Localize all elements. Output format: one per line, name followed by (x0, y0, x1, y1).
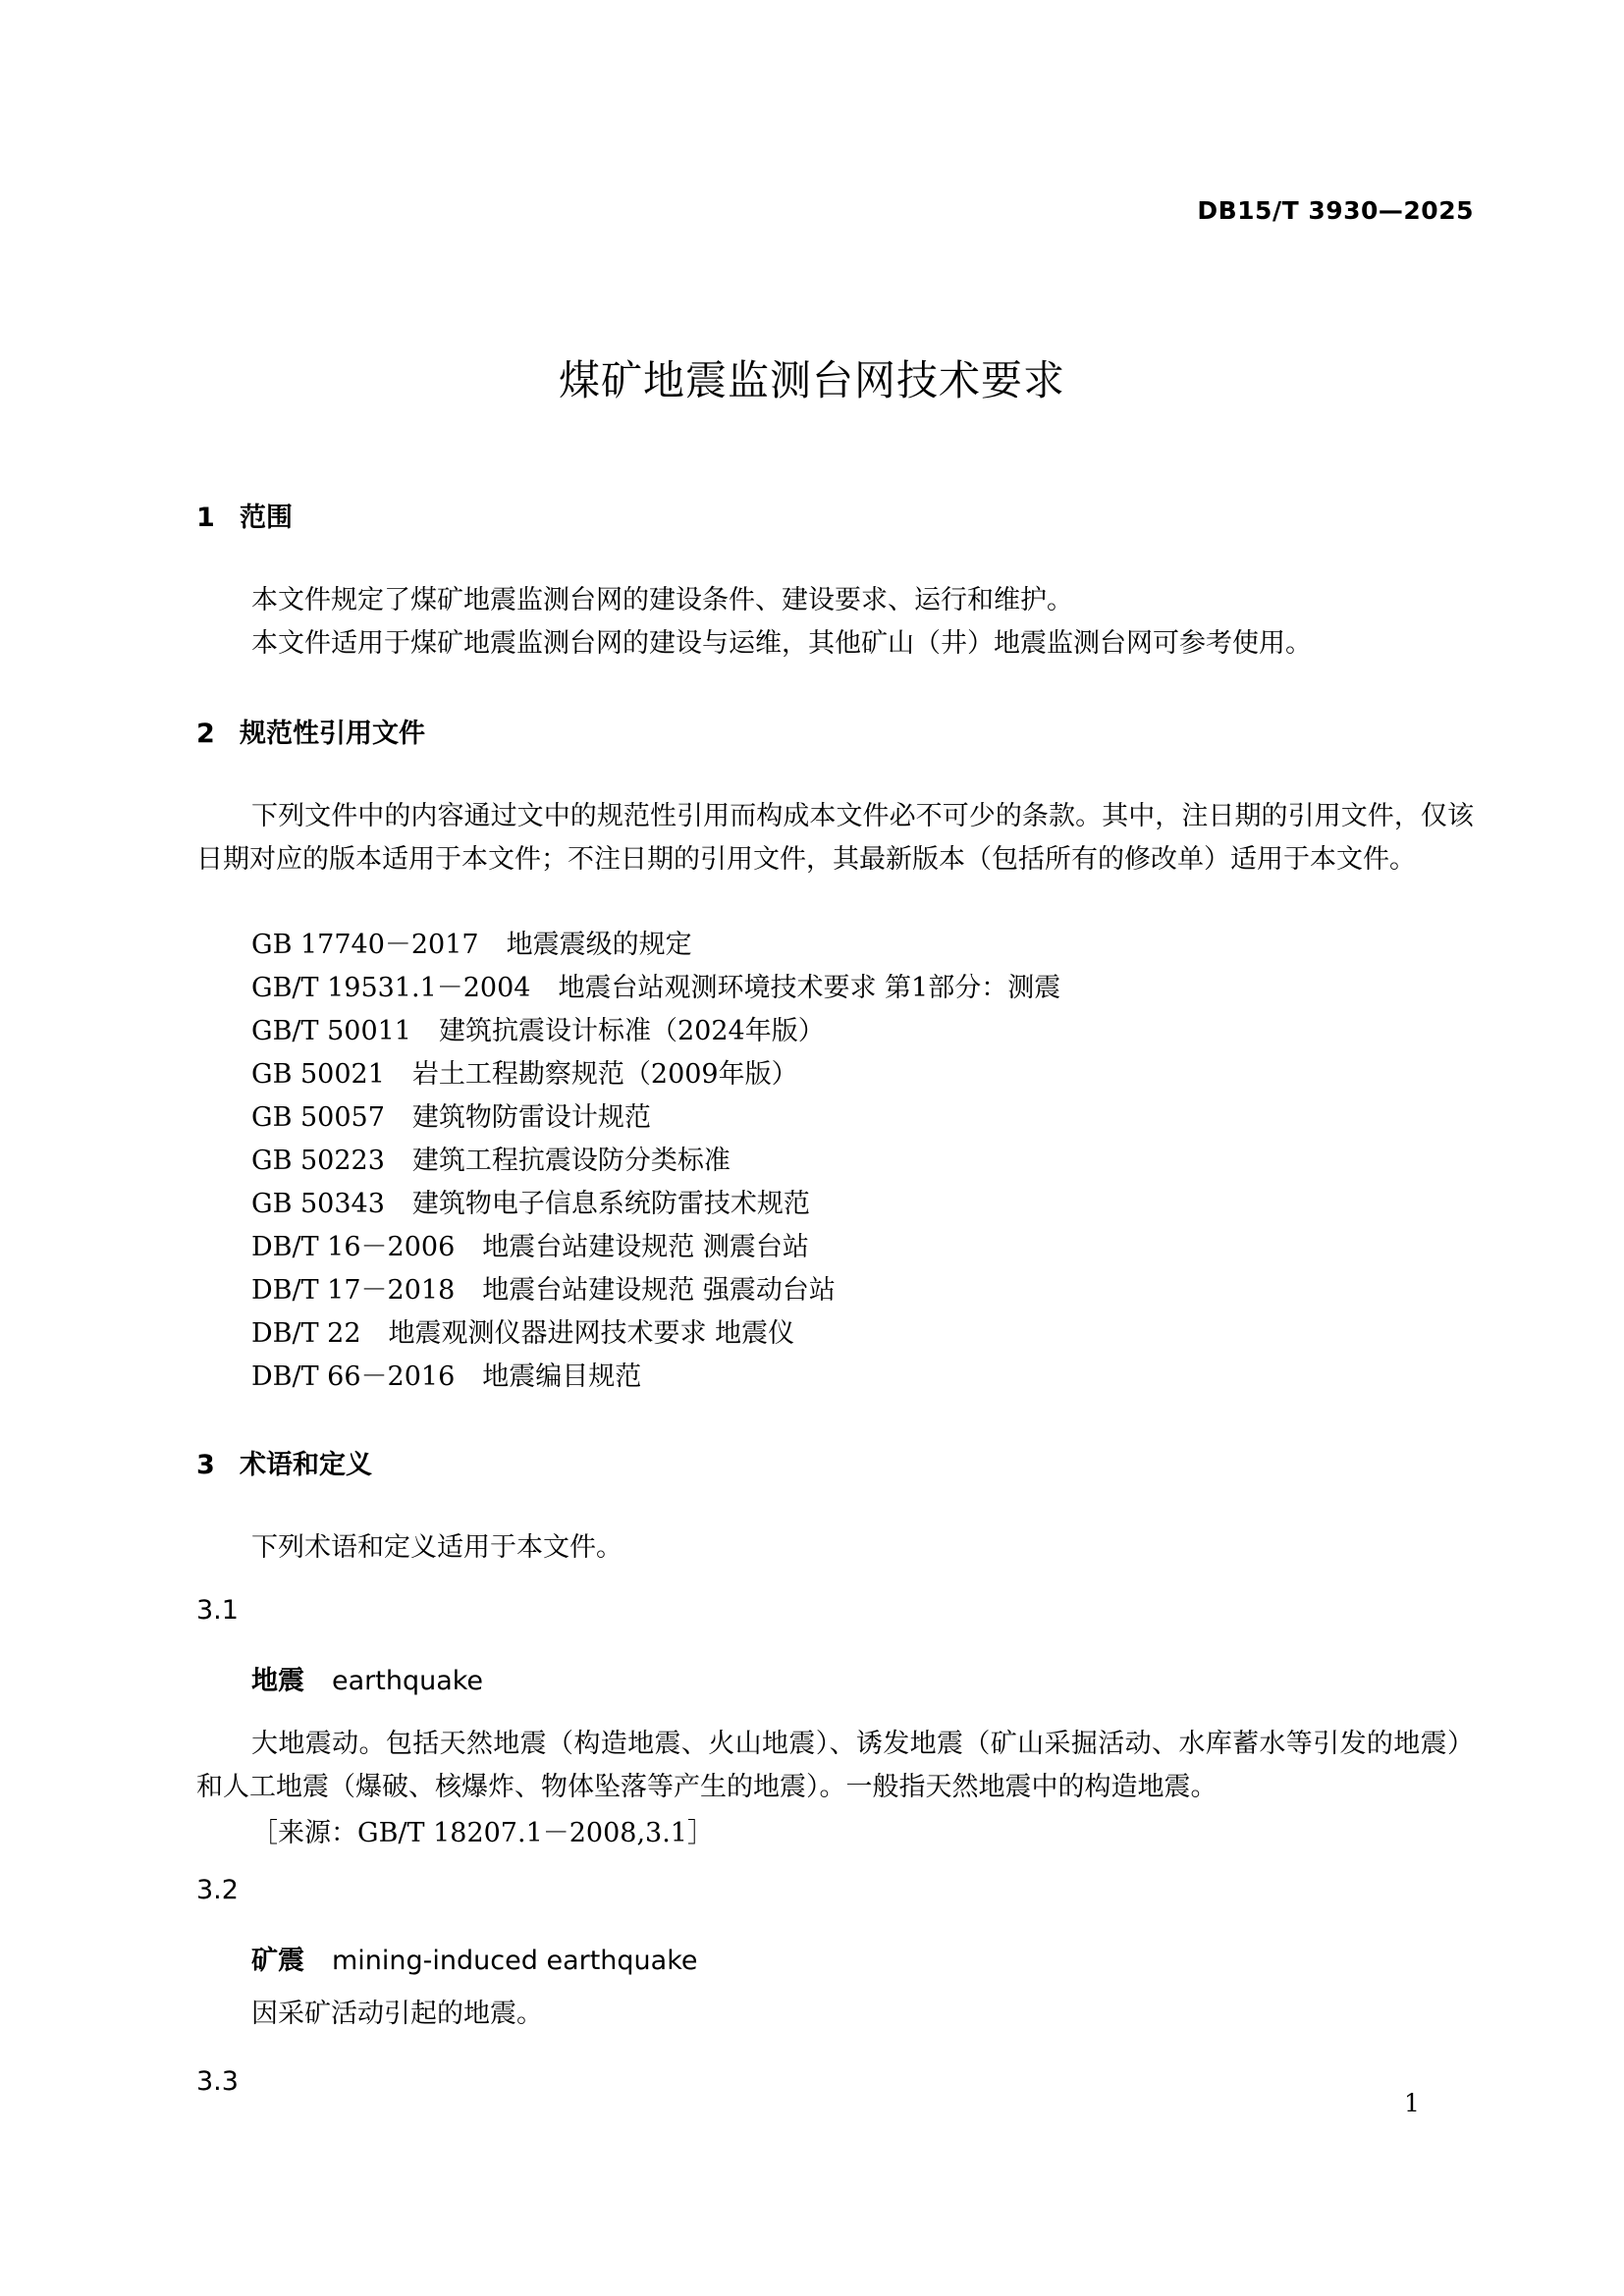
reference-title: 建筑物防雷设计规范 (411, 1102, 651, 1133)
reference-code: GB 50021 (251, 1059, 385, 1090)
reference-item (251, 1225, 809, 1263)
term-3-2-definition: 因采矿活动引起的地震。 (251, 1999, 543, 2029)
reference-code: GB 50343 (251, 1189, 385, 1219)
terms-intro-paragraph: 下列术语和定义适用于本文件。 (251, 1532, 623, 1563)
document-title: 煤矿地震监测台网技术要求 (558, 356, 1065, 404)
scope-paragraph-2: 本文件适用于煤矿地震监测台网的建设与运维，其他矿山（井）地震监测台网可参考使用。 (251, 628, 1312, 659)
term-3-2-heading (251, 1939, 698, 1977)
page-number: 1 (1404, 2089, 1420, 2117)
term-3-1-source: ［来源：GB/T 18207.1－2008,3.1］ (251, 1818, 714, 1848)
reference-code: GB/T 50011 (251, 1016, 411, 1046)
section-title: 范围 (240, 503, 293, 533)
section-1-heading (196, 496, 293, 534)
reference-item (251, 1095, 651, 1134)
term-3-3-number: 3.3 (196, 2066, 239, 2097)
reference-title: 地震观测仪器进网技术要求 地震仪 (388, 1318, 795, 1349)
reference-item (251, 966, 1060, 1004)
term-3-1-heading (251, 1659, 483, 1697)
section-number: 1 (196, 503, 215, 533)
reference-code: DB/T 16－2006 (251, 1232, 456, 1262)
reference-item (251, 1009, 825, 1047)
references-intro-paragraph: 下列文件中的内容通过文中的规范性引用而构成本文件必不可少的条款。其中，注日期的引用文件，仅该日期对应的版本适用于本文件；不注日期的引用文件，其最新版本（包括所有的修改单）适用于本文件。 (196, 801, 1474, 875)
scope-paragraph-1: 本文件规定了煤矿地震监测台网的建设条件、建设要求、运行和维护。 (251, 585, 1073, 615)
reference-code: GB/T 19531.1－2004 (251, 973, 531, 1003)
document-number: DB15/T 3930—2025 (1197, 196, 1474, 225)
reference-code: GB 50223 (251, 1146, 385, 1176)
reference-item (251, 1052, 798, 1091)
section-title: 规范性引用文件 (240, 719, 425, 749)
reference-title: 地震台站建设规范 强震动台站 (482, 1275, 836, 1306)
term-3-1-number: 3.1 (196, 1595, 239, 1626)
reference-code: GB 17740－2017 (251, 930, 479, 960)
term-english: mining-induced earthquake (332, 1946, 698, 1976)
reference-code: DB/T 66－2016 (251, 1362, 456, 1392)
reference-item (251, 1182, 810, 1220)
section-number: 2 (196, 719, 215, 749)
reference-item (251, 1139, 731, 1177)
reference-title: 建筑抗震设计标准（2024年版） (439, 1016, 825, 1046)
reference-item (251, 1268, 836, 1307)
section-3-heading (196, 1443, 372, 1481)
reference-title: 岩土工程勘察规范（2009年版） (411, 1059, 798, 1090)
reference-code: DB/T 17－2018 (251, 1275, 456, 1306)
term-3-2-number: 3.2 (196, 1875, 239, 1905)
section-title: 术语和定义 (240, 1450, 372, 1480)
reference-title: 地震编目规范 (482, 1362, 642, 1392)
section-2-heading (196, 712, 425, 750)
reference-item (251, 923, 692, 961)
reference-code: GB 50057 (251, 1102, 385, 1133)
reference-title: 地震台站建设规范 测震台站 (482, 1232, 809, 1262)
reference-title: 建筑物电子信息系统防雷技术规范 (411, 1189, 810, 1219)
reference-title: 地震震级的规定 (506, 930, 692, 960)
reference-code: DB/T 22 (251, 1318, 361, 1349)
reference-title: 建筑工程抗震设防分类标准 (411, 1146, 731, 1176)
reference-item (251, 1311, 794, 1350)
term-chinese: 矿震 (251, 1946, 304, 1976)
term-3-1-definition: 大地震动。包括天然地震（构造地震、火山地震）、诱发地震（矿山采掘活动、水库蓄水等引发的地震）和人工地震（爆破、核爆炸、物体坠落等产生的地震）。一般指天然地震中的构造地震。 (196, 1729, 1474, 1802)
reference-title: 地震台站观测环境技术要求 第1部分：测震 (558, 973, 1061, 1003)
term-chinese: 地震 (251, 1666, 304, 1696)
section-number: 3 (196, 1450, 215, 1480)
reference-item (251, 1355, 641, 1393)
term-english: earthquake (332, 1666, 484, 1696)
